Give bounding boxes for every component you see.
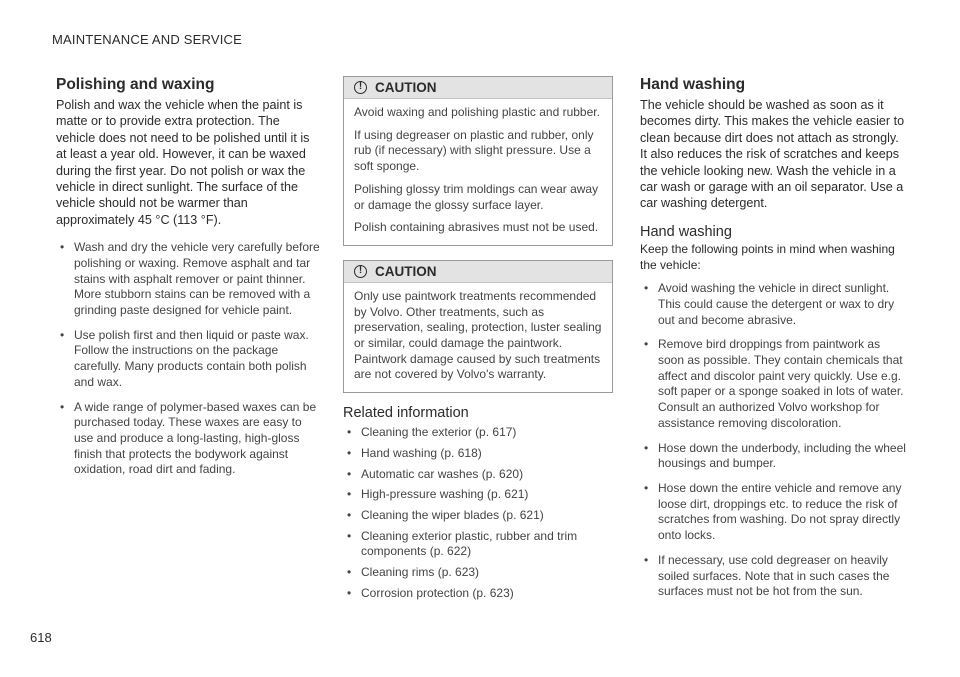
related-heading: Related information bbox=[343, 405, 469, 422]
related-information bbox=[343, 405, 613, 601]
related-link-text[interactable]: Hand washing (p. 618) bbox=[361, 445, 482, 460]
list-item-text: Hose down the entire vehicle and remove any loose dirt, droppings etc. to reduce the risk of scratches from washing. Do not spray directly onto locks. bbox=[658, 480, 902, 543]
related-link[interactable] bbox=[343, 467, 613, 483]
exclamation-icon: ! bbox=[354, 81, 367, 94]
bullet-icon: • bbox=[644, 480, 649, 495]
list-item-text: Avoid washing the vehicle in direct sunlight. This could cause the detergent or wax to dry out and become abrasive. bbox=[658, 281, 895, 327]
related-link[interactable] bbox=[343, 446, 613, 462]
bullet-icon: • bbox=[347, 585, 352, 600]
caution-header bbox=[344, 77, 612, 99]
caution-header bbox=[344, 261, 612, 283]
list-item-text: Use polish first and then liquid or paste wax. Follow the instructions on the package carefully. Many products contain both polish and wax. bbox=[74, 327, 309, 389]
column-hand-washing bbox=[640, 76, 908, 609]
polishing-intro: Polish and wax the vehicle when the paint is matte or to provide extra protection. The vehicle does not need to be polished until it is at least a year old. However, it can be waxed during the first year. Do not polish or wax the vehicle in direct sunlight. The surface of the vehicle should not be warmer than approximately 45 °C (113 °F). bbox=[56, 98, 310, 227]
list-item-text: Remove bird droppings from paintwork as soon as possible. They contain chemicals that affect and discolor paint very quickly. Use e.g. soft paper or a sponge soaked in lots of water. Consult an authorized Volvo workshop for assistance removing discoloration. bbox=[658, 337, 904, 430]
related-link-text[interactable]: Automatic car washes (p. 620) bbox=[361, 466, 524, 481]
caution-box-polishing bbox=[343, 76, 613, 246]
related-link[interactable] bbox=[343, 487, 613, 503]
related-link-text[interactable]: High-pressure washing (p. 621) bbox=[361, 487, 529, 502]
list-item-text: Wash and dry the vehicle very carefully before polishing or waxing. Remove asphalt and tar stains with asphalt remover or paint thinner. More stubborn stains can be removed with a grinding paste designed for vehicle paint. bbox=[74, 240, 320, 318]
caution-body bbox=[344, 283, 612, 392]
bullet-icon: • bbox=[60, 240, 65, 255]
related-link-text[interactable]: Cleaning rims (p. 623) bbox=[361, 565, 480, 580]
polishing-bullet-list bbox=[56, 240, 320, 478]
bullet-icon: • bbox=[644, 281, 649, 296]
bullet-icon: • bbox=[347, 445, 352, 460]
related-link-text[interactable]: Cleaning the wiper blades (p. 621) bbox=[361, 507, 544, 522]
caution-paragraph: Avoid waxing and polishing plastic and rubber. bbox=[354, 105, 600, 119]
polishing-heading: Polishing and waxing bbox=[56, 76, 215, 93]
bullet-icon: • bbox=[644, 337, 649, 352]
related-link[interactable] bbox=[343, 565, 613, 581]
column-polishing bbox=[56, 76, 320, 487]
hand-washing-heading: Hand washing bbox=[640, 76, 746, 93]
running-header: MAINTENANCE AND SERVICE bbox=[52, 32, 243, 47]
caution-paragraph: Only use paintwork treatments recommended by Volvo. Other treatments, such as preservation, sealing, protection, luster sealing or similar, could damage the paintwork. Paintwork damage caused by such treatments are not covered by Volvo's warranty. bbox=[354, 288, 602, 382]
list-item-text: Hose down the underbody, including the wheel housings and bumper. bbox=[658, 440, 906, 471]
bullet-icon: • bbox=[347, 425, 352, 440]
list-item-text: A wide range of polymer-based waxes can be purchased today. These waxes are easy to use and produce a long-lasting, high-gloss finish that protects the bodywork against oxidation, road dirt and fading. bbox=[74, 399, 317, 477]
related-link-list bbox=[343, 425, 613, 601]
list-item bbox=[56, 328, 320, 391]
column-cautions bbox=[343, 76, 613, 606]
bullet-icon: • bbox=[60, 399, 65, 414]
hand-washing-bullet-list bbox=[640, 281, 908, 600]
bullet-icon: • bbox=[644, 440, 649, 455]
related-link-text[interactable]: Corrosion protection (p. 623) bbox=[361, 585, 514, 600]
hand-washing-intro: The vehicle should be washed as soon as it becomes dirty. This makes the vehicle easier to clean because dirt does not attach as strongly. It also reduces the risk of scratches and keeps the vehicle looking new. Wash the vehicle in a car wash or garage with an oil separator. Use a car washing detergent. bbox=[640, 98, 905, 211]
list-item bbox=[640, 553, 908, 600]
related-link-text[interactable]: Cleaning the exterior (p. 617) bbox=[361, 425, 517, 440]
page-number: 618 bbox=[30, 630, 52, 645]
bullet-icon: • bbox=[644, 552, 649, 567]
related-link-text[interactable]: Cleaning exterior plastic, rubber and trim components (p. 622) bbox=[361, 528, 578, 559]
caution-paragraph: Polish containing abrasives must not be used. bbox=[354, 220, 599, 235]
bullet-icon: • bbox=[60, 327, 65, 342]
list-item bbox=[640, 281, 908, 328]
hand-washing-sub-intro: Keep the following points in mind when washing the vehicle: bbox=[640, 241, 895, 272]
related-link[interactable] bbox=[343, 529, 613, 560]
caution-title: CAUTION bbox=[375, 80, 437, 95]
caution-paragraph: Polishing glossy trim moldings can wear away or damage the glossy surface layer. bbox=[354, 181, 599, 212]
bullet-icon: • bbox=[347, 507, 352, 522]
list-item bbox=[56, 240, 320, 319]
list-item bbox=[56, 400, 320, 479]
related-link[interactable] bbox=[343, 508, 613, 524]
caution-box-paintwork bbox=[343, 260, 613, 393]
caution-paragraph: If using degreaser on plastic and rubber, only rub (if necessary) with slight pressure. Use a soft sponge. bbox=[354, 127, 594, 174]
caution-title: CAUTION bbox=[375, 263, 437, 279]
related-link[interactable] bbox=[343, 586, 613, 602]
exclamation-icon: ! bbox=[354, 265, 367, 278]
list-item-text: If necessary, use cold degreaser on heavily soiled surfaces. Note that in such cases the surfaces must not be hot from the sun. bbox=[658, 552, 890, 599]
related-link[interactable] bbox=[343, 425, 613, 441]
bullet-icon: • bbox=[347, 466, 352, 481]
list-item bbox=[640, 481, 908, 544]
hand-washing-subheading: Hand washing bbox=[640, 223, 732, 240]
bullet-icon: • bbox=[347, 565, 352, 580]
bullet-icon: • bbox=[347, 487, 352, 502]
list-item bbox=[640, 337, 908, 431]
bullet-icon: • bbox=[347, 528, 352, 543]
list-item bbox=[640, 441, 908, 472]
caution-body bbox=[344, 99, 612, 245]
